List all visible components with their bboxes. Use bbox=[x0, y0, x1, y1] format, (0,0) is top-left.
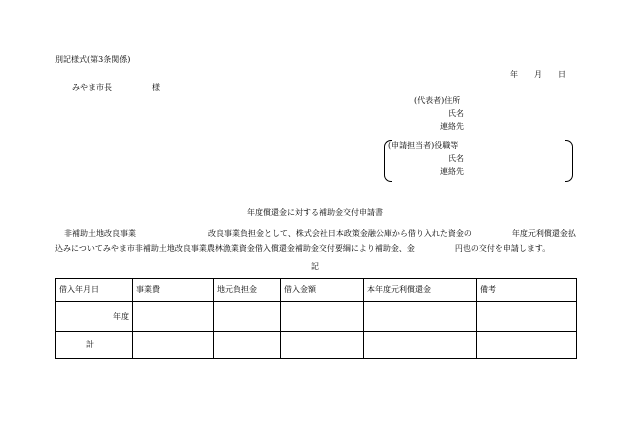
header-borrow-amount: 借入金額 bbox=[281, 279, 364, 302]
row-year-cell: 年度 bbox=[56, 302, 133, 332]
total-label-cell: 計 bbox=[56, 332, 133, 359]
document-title: 年度償還金に対する補助金交付申請書 bbox=[247, 208, 383, 217]
officer-name-label: 氏名 bbox=[448, 154, 464, 163]
table-cell bbox=[364, 332, 477, 359]
body-line-2: 込みについてみやま市非補助土地改良事業農林漁業資金借入償還金補助金交付要綱により補助金、金 円也の交付を申請します。 bbox=[55, 244, 551, 253]
header-local-burden: 地元負担金 bbox=[214, 279, 281, 302]
table-cell bbox=[364, 302, 477, 332]
body-line-1: 非補助土地改良事業 改良事業負担金として、株式会社日本政策金融公庫から借り入れた資金の 年度元利償還金払 bbox=[64, 229, 576, 238]
header-repayment: 本年度元利償還金 bbox=[364, 279, 477, 302]
officer-contact-label: 連絡先 bbox=[440, 167, 464, 176]
table-cell bbox=[477, 302, 577, 332]
ki-label: 記 bbox=[311, 262, 319, 271]
table-total-row bbox=[56, 332, 577, 359]
table-cell bbox=[281, 332, 364, 359]
representative-address-label: (代表者)住所 bbox=[414, 96, 461, 105]
representative-name-label: 氏名 bbox=[448, 109, 464, 118]
header-project-cost: 事業費 bbox=[133, 279, 214, 302]
header-remarks: 備考 bbox=[477, 279, 577, 302]
date-line: 年 月 日 bbox=[510, 70, 566, 79]
table-row bbox=[56, 302, 577, 332]
table-cell bbox=[214, 302, 281, 332]
officer-title-label: (申請担当者)役職等 bbox=[388, 141, 459, 150]
representative-contact-label: 連絡先 bbox=[440, 122, 464, 131]
officer-bracket-right bbox=[565, 140, 573, 182]
table-header-row bbox=[56, 279, 577, 302]
application-table bbox=[55, 278, 577, 359]
table-cell bbox=[214, 332, 281, 359]
form-label: 別記様式(第3条関係) bbox=[55, 55, 131, 64]
table-cell bbox=[477, 332, 577, 359]
header-borrow-date: 借入年月日 bbox=[56, 279, 133, 302]
table-cell bbox=[281, 302, 364, 332]
addressee: みやま市長 様 bbox=[72, 83, 160, 92]
table-cell bbox=[133, 302, 214, 332]
table-cell bbox=[133, 332, 214, 359]
